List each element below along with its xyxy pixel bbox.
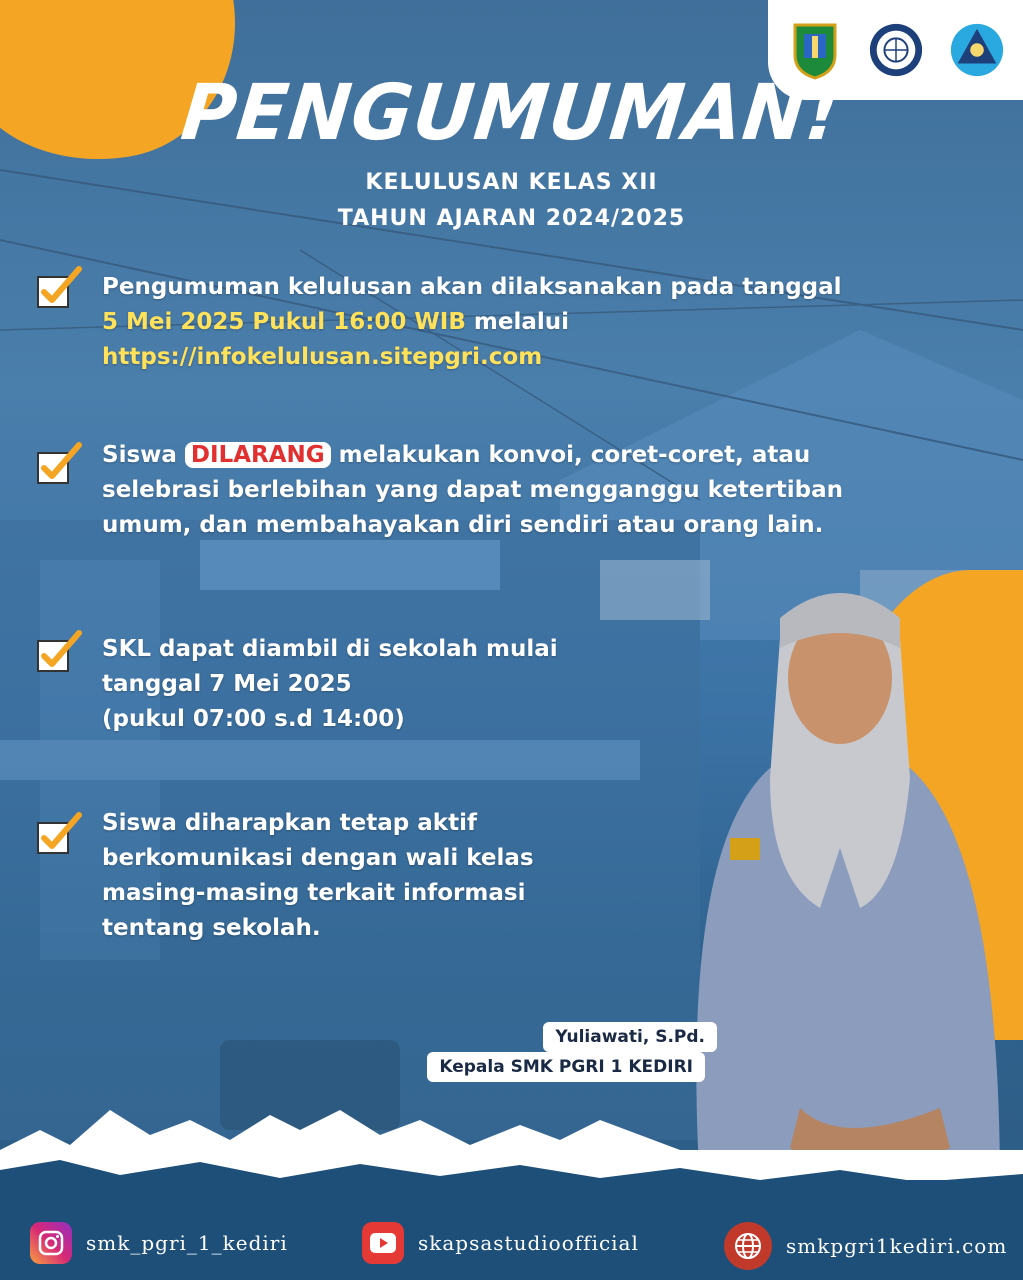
- instagram-handle: smk_pgri_1_kediri: [86, 1231, 288, 1255]
- item-2-pre: Siswa: [102, 442, 185, 468]
- item-2-line-1-rest: melakukan konvoi, coret-coret, atau: [330, 442, 811, 468]
- item-1-line-1: Pengumuman kelulusan akan dilaksanakan pada tanggal: [102, 274, 842, 300]
- website-url: smkpgri1kediri.com: [786, 1234, 1008, 1258]
- date-time-highlight: 5 Mei 2025 Pukul 16:00 WIB: [102, 309, 466, 335]
- item-2-line-3: umum, dan membahayakan diri sendiri atau orang lain.: [102, 512, 824, 538]
- item-2-line-1: [102, 438, 843, 473]
- globe-icon: [724, 1222, 772, 1270]
- subtitle-line-1: KELULUSAN KELAS XII: [365, 170, 658, 195]
- announcement-item-2: [102, 438, 843, 543]
- youtube-link[interactable]: [362, 1222, 639, 1264]
- checkbox-checked-icon: [35, 630, 83, 674]
- announcement-item-4: [102, 806, 534, 946]
- item-4-line-3: masing-masing terkait informasi: [102, 880, 526, 906]
- announcement-item-3: [102, 632, 558, 737]
- graduation-info-link[interactable]: https://infokelulusan.sitepgri.com: [102, 344, 543, 370]
- item-1-line-2: [102, 305, 842, 340]
- item-3-line-2: tanggal 7 Mei 2025: [102, 671, 352, 697]
- instagram-link[interactable]: [30, 1222, 288, 1264]
- signature-name: Yuliawati, S.Pd.: [543, 1022, 717, 1052]
- website-link[interactable]: [724, 1222, 1007, 1270]
- youtube-handle: skapsastudioofficial: [418, 1231, 639, 1255]
- subtitle-line-2: TAHUN AJARAN 2024/2025: [337, 206, 686, 231]
- instagram-icon: [30, 1222, 72, 1264]
- item-3-line-1: SKL dapat diambil di sekolah mulai: [102, 636, 558, 662]
- checkbox-checked-icon: [35, 812, 83, 856]
- signature-position: Kepala SMK PGRI 1 KEDIRI: [427, 1052, 705, 1082]
- page-title: PENGUMUMAN!: [177, 67, 846, 159]
- item-1-line-2-rest: melalui: [465, 309, 570, 335]
- checkbox-checked-icon: [35, 442, 83, 486]
- item-4-line-1: Siswa diharapkan tetap aktif: [102, 810, 477, 836]
- youtube-icon: [362, 1222, 404, 1264]
- item-4-line-2: berkomunikasi dengan wali kelas: [102, 845, 534, 871]
- item-2-line-2: selebrasi berlebihan yang dapat mengganggu ketertiban: [102, 477, 844, 503]
- prohibited-badge: DILARANG: [185, 442, 331, 468]
- item-4-line-4: tentang sekolah.: [102, 915, 321, 941]
- checkbox-checked-icon: [35, 266, 83, 310]
- torn-paper-edge: [0, 1090, 1023, 1190]
- item-3-line-3: (pukul 07:00 s.d 14:00): [102, 706, 405, 732]
- announcement-item-1: [102, 270, 842, 375]
